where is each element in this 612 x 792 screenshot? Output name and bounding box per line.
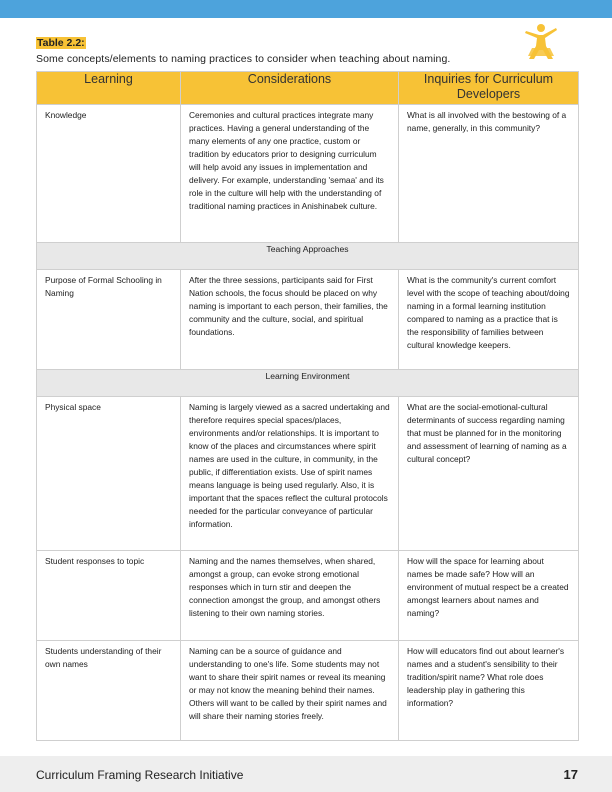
row-considerations: After the three sessions, participants said for First Nation schools, the focus should be placed on why naming is important to each person, their families, the community and the culture, social, and spiritual foundations. bbox=[181, 270, 399, 370]
table-row bbox=[37, 641, 579, 741]
naming-practices-table bbox=[36, 71, 579, 741]
table-header-row bbox=[37, 72, 579, 105]
row-considerations: Naming can be a source of guidance and understanding to one's life. Some students may not want to share their spirit names or reveal its meaning or may not know the meaning behind their names. Others will want to be called by their spirit names and will share their naming stories freely. bbox=[181, 641, 399, 741]
page-number: 17 bbox=[563, 767, 578, 782]
table-caption bbox=[36, 33, 526, 65]
table-row bbox=[37, 270, 579, 370]
header-learning: Learning bbox=[37, 72, 181, 105]
section-row bbox=[37, 243, 579, 270]
caption-label: Table 2.2: bbox=[37, 37, 85, 49]
row-learning: Knowledge bbox=[37, 105, 181, 243]
page-footer bbox=[0, 756, 612, 792]
row-inquiries: How will the space for learning about names be made safe? How will an environment of mutual respect be a created amongst learners about names and naming? bbox=[399, 551, 579, 641]
row-inquiries: What is the community's current comfort level with the scope of teaching about/doing naming in a formal learning institution compared to naming as a practice that is the responsibility of families between cultural knowledge keepers. bbox=[399, 270, 579, 370]
section-learning-environment: Learning Environment bbox=[37, 370, 579, 397]
table-row bbox=[37, 397, 579, 551]
row-inquiries: What is all involved with the bestowing of a name, generally, in this community? bbox=[399, 105, 579, 243]
section-row bbox=[37, 370, 579, 397]
row-learning: Purpose of Formal Schooling in Naming bbox=[37, 270, 181, 370]
row-learning: Student responses to topic bbox=[37, 551, 181, 641]
row-learning: Physical space bbox=[37, 397, 181, 551]
row-considerations: Naming is largely viewed as a sacred undertaking and therefore requires special spaces/places, environments and/or relationships. It is important to know of the places and circumstances where spirit names are used in the culture, in community, in the public, if differentiation exists. Use of spirit names means language is being used regularly. Also, it is important that the spaces reflect the cultural protocols needed for the particular conveyance of particular information. bbox=[181, 397, 399, 551]
row-considerations: Ceremonies and cultural practices integrate many practices. Having a general understanding of the many elements of any one practice, custom or tradition by educators prior to designing curriculum will help avoid any issues in implementation and delivery. For example, understanding 'semaa' and its role in the culture will help with the understanding of traditional naming practices in Anishinabek culture. bbox=[181, 105, 399, 243]
header-inquiries: Inquiries for Curriculum Developers bbox=[399, 72, 579, 105]
row-inquiries: What are the social-emotional-cultural determinants of success regarding naming that must be planned for in the monitoring and assessment of learning of naming as a cultural concept? bbox=[399, 397, 579, 551]
caption-text: Some concepts/elements to naming practices to consider when teaching about naming. bbox=[36, 53, 451, 65]
section-teaching-approaches: Teaching Approaches bbox=[37, 243, 579, 270]
top-color-bar bbox=[0, 0, 612, 18]
header-considerations: Considerations bbox=[181, 72, 399, 105]
row-considerations: Naming and the names themselves, when shared, amongst a group, can evoke strong emotional responses which in turn stir and deepen the connection amongst the group, and amongst others listening to their own naming stories. bbox=[181, 551, 399, 641]
table-row bbox=[37, 551, 579, 641]
dancer-figure-icon bbox=[524, 22, 558, 64]
row-inquiries: How will educators find out about learner's names and a student's sensibility to their tradition/spirit name? What role does leadership play in gathering this information? bbox=[399, 641, 579, 741]
table-row bbox=[37, 105, 579, 243]
footer-title: Curriculum Framing Research Initiative bbox=[36, 768, 244, 782]
row-learning: Students understanding of their own names bbox=[37, 641, 181, 741]
